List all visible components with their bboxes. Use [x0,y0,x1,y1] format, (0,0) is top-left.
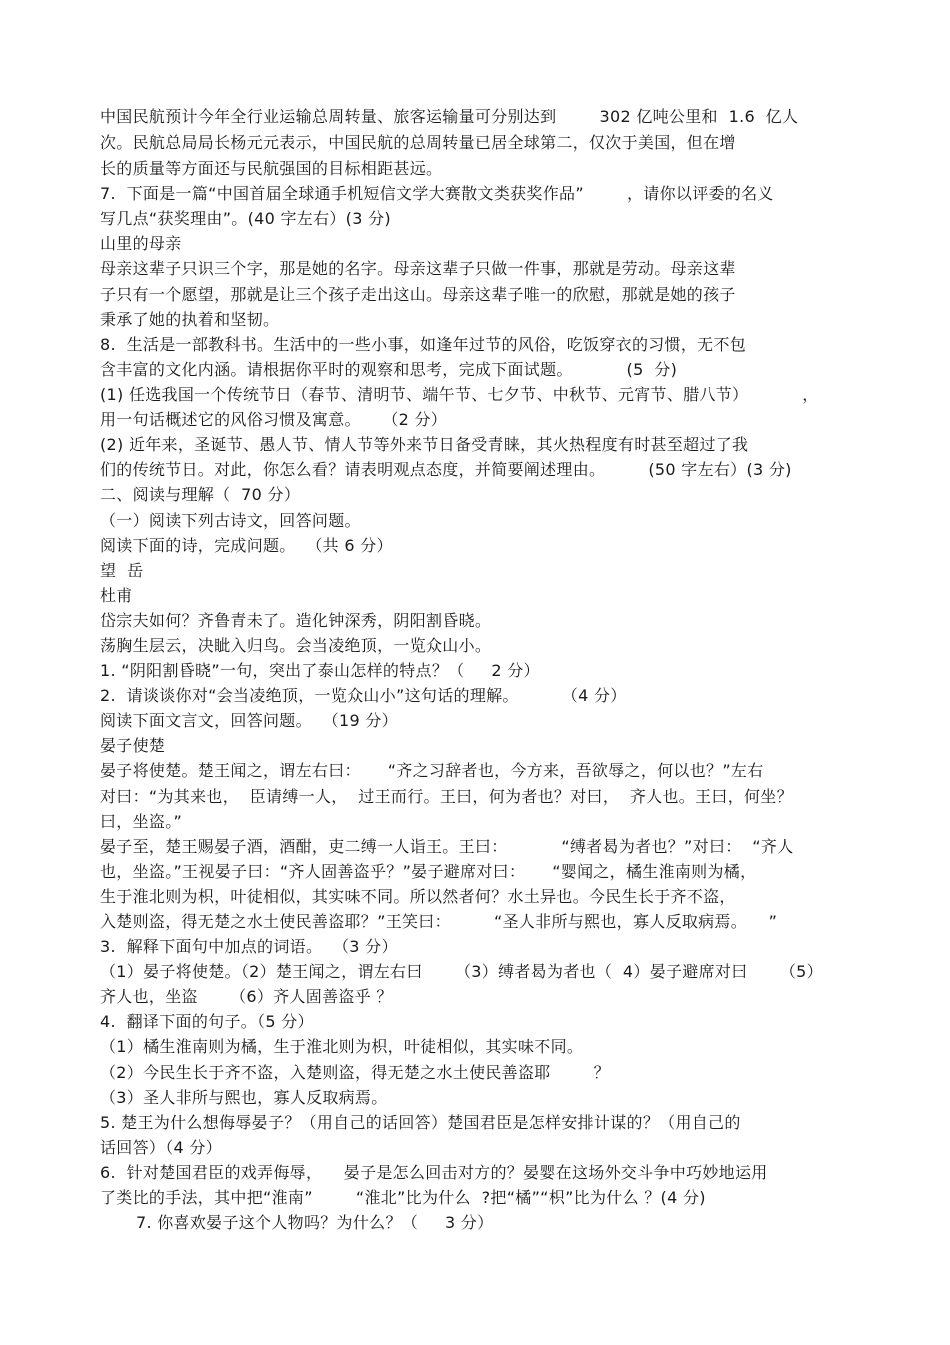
text-line: 母亲这辈子只识三个字，那是她的名字。母亲这辈子只做一件事，那就是劳动。母亲这辈 [100,259,736,278]
text-line: 用一句话概述它的风俗习惯及寓意。 （2 分） [100,410,448,429]
text-line: 中国民航预计今年全行业运输总周转量、旅客运输量可分别达到 302 亿吨公里和 1.6 亿人 [100,107,799,126]
text-line: 含丰富的文化内涵。请根据你平时的观察和思考，完成下面试题。 (5 分) [100,360,678,379]
text-line: 齐人也，坐盗 （6）齐人固善盗乎 ？ [100,987,393,1006]
question-1: 1. “阴阳割昏晓”一句，突出了泰山怎样的特点？（ 2 分） [100,661,540,680]
text-line: 生于淮北则为枳，叶徒相似，其实味不同。所以然者何？水土异也。今民生长于齐不盗， [100,887,736,906]
text-line: 曰，坐盗。” [100,812,183,831]
poem-author: 杜甫 [100,586,133,605]
text-line: 了类比的手法，其中把“淮南” “淮北”比为什么 ?把“橘”“枳”比为什么 ？(4 分) [100,1188,706,1207]
text-line: 晏子将使楚。楚王闻之，谓左右曰： “齐之习辞者也，今方来，吾欲辱之，何以也？”左右 [100,761,764,780]
passage-title: 晏子使楚 [100,736,166,755]
text-line: 入楚则盗，得无楚之水土使民善盗耶？”王笑曰： “圣人非所与熙也，寡人反取病焉。 ” [100,912,778,931]
text-line: 也，坐盗。”王视晏子曰：“齐人固善盗乎？”晏子避席对曰： “婴闻之，橘生淮南则为橘， [100,862,757,881]
text-line: （1）晏子将使楚。（2）楚王闻之，谓左右曰 （3）缚者曷为者也（ 4）晏子避席对曰 （5） [100,962,823,981]
question-6: 6. 针对楚国君臣的戏弄侮辱， 晏子是怎么回击对方的？晏婴在这场外交斗争中巧妙地运用 [100,1163,768,1182]
poem-line: 荡胸生层云，决眦入归鸟。会当凌绝顶，一览众山小。 [100,636,492,655]
question-5: 5. 楚王为什么想侮辱晏子？（用自己的话回答）楚国君臣是怎样安排计谋的？（用自己的 [100,1113,741,1132]
text-line: 话回答）（4 分） [100,1138,222,1157]
text-line: 阅读下面的诗，完成问题。 （共 6 分） [100,536,393,555]
text-line: 子只有一个愿望，那就是让三个孩子走出这山。母亲这辈子唯一的欣慰，那就是她的孩子 [100,285,736,304]
text-line: 们的传统节日。对此，你怎么看？请表明观点态度，并简要阐述理由。 (50 字左右）(3 分) [100,460,792,479]
sub-section-heading: （一）阅读下列古诗文，回答问题。 [100,511,361,530]
sub-question: （1）橘生淮南则为橘，生于淮北则为枳，叶徒相似，其实味不同。 [100,1037,584,1056]
passage-title: 山里的母亲 [100,234,182,253]
sub-question: (1) 任选我国一个传统节日（春节、清明节、端午节、七夕节、中秋节、元宵节、腊八节） ， [100,385,819,404]
text-line: 阅读下面文言文，回答问题。 （19 分） [100,711,398,730]
text-line: 晏子至，楚王赐晏子酒，酒酣，吏二缚一人诣王。王曰： “缚者曷为者也？”对曰： “齐人 [100,837,794,856]
sub-question: （3）圣人非所与熙也，寡人反取病焉。 [100,1088,388,1107]
text-line: 写几点“获奖理由”。(40 字左右）(3 分) [100,209,391,228]
question-3: 3. 解释下面句中加点的词语。 （3 分） [100,937,398,956]
text-line: 长的质量等方面还与民航强国的目标相距甚远。 [100,159,443,178]
question-2: 2. 请谈谈你对“会当凌绝顶，一览众山小”这句话的理解。 （4 分） [100,686,627,705]
sub-question: (2) 近年来，圣诞节、愚人节、情人节等外来节日备受青睐，其火热程度有时甚至超过了我 [100,435,749,454]
text-line: 次。民航总局局长杨元元表示，中国民航的总周转量已居全球第二，仅次于美国，但在增 [100,133,736,152]
question-4: 4. 翻译下面的句子。（5 分） [100,1012,314,1031]
poem-title: 望 岳 [100,561,144,580]
question-7: 7. 下面是一篇“中国首届全球通手机短信文学大赛散文类获奖作品” ，请你以评委的名义 [100,184,774,203]
sub-question: （2）今民生长于齐不盗，入楚则盗，得无楚之水土使民善盗耶 ？ [100,1063,610,1082]
question-7-reading: 7. 你喜欢晏子这个人物吗？为什么？（ 3 分） [136,1213,494,1232]
text-line: 秉承了她的执着和坚韧。 [100,310,280,329]
question-8: 8. 生活是一部教科书。生活中的一些小事，如逢年过节的风俗，吃饭穿衣的习惯，无不包 [100,335,747,354]
poem-line: 岱宗夫如何？齐鲁青未了。造化钟深秀，阴阳割昏晓。 [100,611,492,630]
section-heading: 二、阅读与理解（ 70 分） [100,485,301,504]
text-line: 对曰：“为其来也， 臣请缚一人， 过王而行。王曰，何为者也？对曰， 齐人也。王曰，何坐？ [100,787,793,806]
